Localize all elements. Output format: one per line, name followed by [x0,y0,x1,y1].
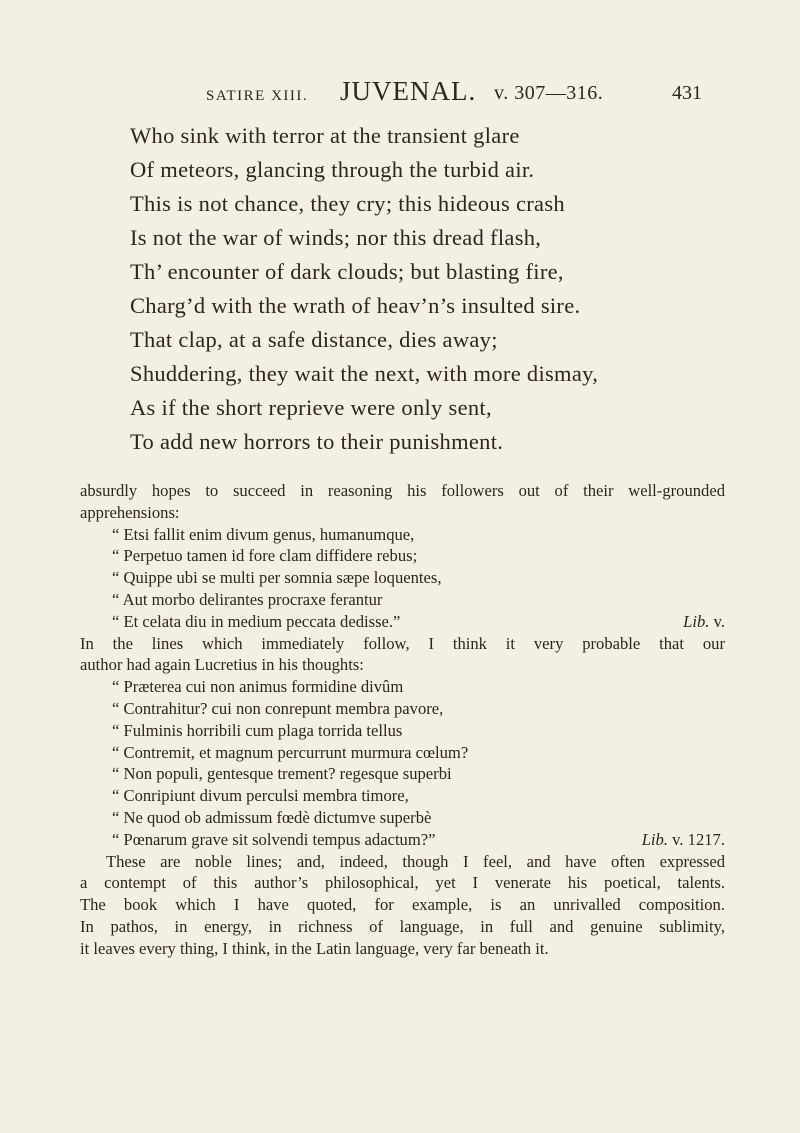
prose-line: a contempt of this author’s philosophical, yet I venerate his poetical, talents. [80,873,725,893]
citation [642,829,725,851]
poem-line: Shuddering, they wait the next, with more dismay, [130,361,599,386]
citation-lib: Lib. [641,829,668,849]
commentary [80,480,725,960]
prose-line: In the lines which immediately follow, I think it very probable that our [80,633,725,653]
citation-lib: Lib. [683,611,710,631]
running-header [206,74,702,114]
prose-line: These are noble lines; and, indeed, though I feel, and have often expressed [106,851,725,871]
citation [683,611,725,633]
prose-line: apprehensions: [80,502,180,522]
prose-line: In pathos, in energy, in richness of language, in full and genuine sublimity, [80,916,725,936]
poem-line: Is not the war of winds; nor this dread flash, [130,225,542,250]
latin-quote-line: “ Præterea cui non animus formidine divûm [112,677,404,697]
poem-line: Who sink with terror at the transient glare [130,123,520,148]
poem-line: Of meteors, glancing through the turbid air. [130,157,535,182]
latin-quote-line [80,611,725,633]
poem-line: This is not chance, they cry; this hideous crash [130,191,565,216]
citation-number: v. 1217. [672,829,725,849]
poem-translation [130,119,750,459]
latin-quote-line: “ Quippe ubi se multi per somnia sæpe loquentes, [112,568,442,588]
prose-line: it leaves every thing, I think, in the Latin language, very far beneath it. [80,938,549,958]
header-title: JUVENAL. [340,76,477,106]
page-number: 431 [672,82,702,104]
latin-quote-line: “ Conripiunt divum perculsi membra timore, [112,786,409,806]
latin-quote-line: “ Ne quod ob admissum fœdè dictumve superbè [112,807,432,827]
prose-line: The book which I have quoted, for example, is an unrivalled composition. [80,895,725,915]
poem-line: Th’ encounter of dark clouds; but blasting fire, [130,259,564,284]
latin-quote-line: “ Aut morbo delirantes procraxe ferantur [112,589,383,609]
latin-quote-line: “ Fulminis horribili cum plaga torrida tellus [112,720,403,740]
header-satire-label: SATIRE XIII. [206,88,309,104]
prose-line: absurdly hopes to succeed in reasoning his followers out of their well-grounded [80,481,725,500]
latin-quote-text: “ Pœnarum grave sit solvendi tempus adactum?” [112,829,436,849]
latin-quote-line: “ Non populi, gentesque trement? regesque superbi [112,764,452,784]
poem-line: To add new horrors to their punishment. [130,429,504,454]
latin-quote-line: “ Etsi fallit enim divum genus, humanumque, [112,524,415,544]
latin-quote-line: “ Contrahitur? cui non conrepunt membra pavore, [112,698,444,718]
latin-quote-line: “ Perpetuo tamen id fore clam diffidere rebus; [112,546,418,566]
latin-quote-line [80,829,725,851]
poem-line: As if the short reprieve were only sent, [130,395,492,420]
header-verse-range: v. 307—316. [494,82,604,104]
prose-line: author had again Lucretius in his thoughts: [80,655,364,675]
poem-line: That clap, at a safe distance, dies away; [130,327,498,352]
citation-number: v. [713,611,725,631]
latin-quote-text: “ Et celata diu in medium peccata dedisse.” [112,611,401,631]
poem-line: Charg’d with the wrath of heav’n’s insulted sire. [130,293,581,318]
latin-quote-line: “ Contremit, et magnum percurrunt murmura cœlum? [112,742,469,762]
